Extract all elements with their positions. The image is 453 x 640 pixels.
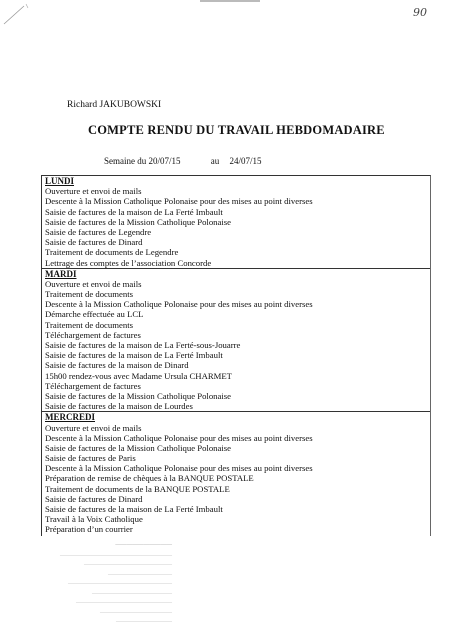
task-item: Saisie de factures de la maison de Lourdes	[45, 401, 193, 412]
task-item: Traitement de documents de la BANQUE POSTALE	[45, 483, 230, 494]
task-item: Téléchargement de factures	[45, 329, 141, 340]
pen-mark-icon	[2, 2, 32, 26]
task-item: Téléchargement de factures	[45, 380, 141, 391]
task-item: 15h00 rendez-vous avec Madame Ursula CHARMET	[45, 370, 232, 381]
task-item: Descente à la Mission Catholique Polonaise pour des mises au point diverses	[45, 463, 313, 474]
day-header-mercredi: MERCREDI	[42, 411, 430, 422]
day-header-mardi: MARDI	[42, 268, 430, 279]
task-item: Saisie de factures de la maison de La Ferté Imbault	[45, 350, 223, 361]
task-item: Saisie de factures de la Mission Catholique Polonaise	[45, 442, 232, 453]
bleed-through-text: ────────── —————————————— ——————————— ———————— ————————————— —————————— ———————————— ————————— ———————	[60, 540, 172, 625]
task-item: Descente à la Mission Catholique Polonaise pour des mises au point diverses	[45, 432, 313, 443]
task-item: Préparation de remise de chèques à la BANQUE POSTALE	[45, 473, 254, 484]
day-header-lundi: LUNDI	[45, 176, 75, 186]
page-number: 90	[413, 6, 427, 19]
task-item: Descente à la Mission Catholique Polonaise pour des mises au point diverses	[45, 196, 313, 207]
task-item: Ouverture et envoi de mails	[45, 422, 142, 433]
task-item: Préparation d’un courrier	[45, 524, 133, 535]
task-item: Traitement de documents de Legendre	[45, 247, 179, 258]
task-item: Saisie de factures de Paris	[45, 453, 136, 464]
document-title: COMPTE RENDU DU TRAVAIL HEBDOMADAIRE	[88, 123, 385, 137]
scan-artifact-line	[200, 0, 260, 2]
task-item: Saisie de factures de la maison de Dinard	[45, 360, 189, 371]
task-item: Saisie de factures de la Mission Catholique Polonaise	[45, 390, 232, 401]
week-label: Semaine du	[104, 156, 147, 166]
task-item: Travail à la Voix Catholique	[45, 514, 143, 525]
task-item: Saisie de factures de Dinard	[45, 237, 143, 248]
week-separator: au	[210, 156, 220, 166]
week-range	[104, 156, 262, 166]
task-item: Saisie de factures de la maison de La Ferté Imbault	[45, 504, 223, 514]
week-start-date: 20/07/15	[148, 156, 181, 166]
task-item: Lettrage des comptes de l’association Concorde	[45, 257, 212, 268]
task-item: Traitement de documents	[45, 289, 133, 300]
task-item: Ouverture et envoi de mails	[45, 278, 142, 289]
week-end-date: 24/07/15	[229, 156, 262, 166]
task-item: Saisie de factures de la maison de La Ferté Imbault	[45, 206, 223, 217]
task-item: Saisie de factures de la maison de La Ferté-sous-Jouarre	[45, 340, 241, 350]
weekly-report-table	[41, 175, 431, 536]
task-item: Saisie de factures de Dinard	[45, 493, 143, 504]
task-item: Traitement de documents	[45, 319, 133, 330]
task-item: Saisie de factures de la Mission Catholique Polonaise	[45, 216, 232, 227]
task-item: Ouverture et envoi de mails	[45, 186, 142, 197]
task-item: Démarche effectuée au LCL	[45, 309, 144, 320]
author-name: Richard JAKUBOWSKI	[67, 100, 162, 110]
task-item: Saisie de factures de Legendre	[45, 226, 152, 237]
task-item: Descente à la Mission Catholique Polonaise pour des mises au point diverses	[45, 299, 313, 310]
